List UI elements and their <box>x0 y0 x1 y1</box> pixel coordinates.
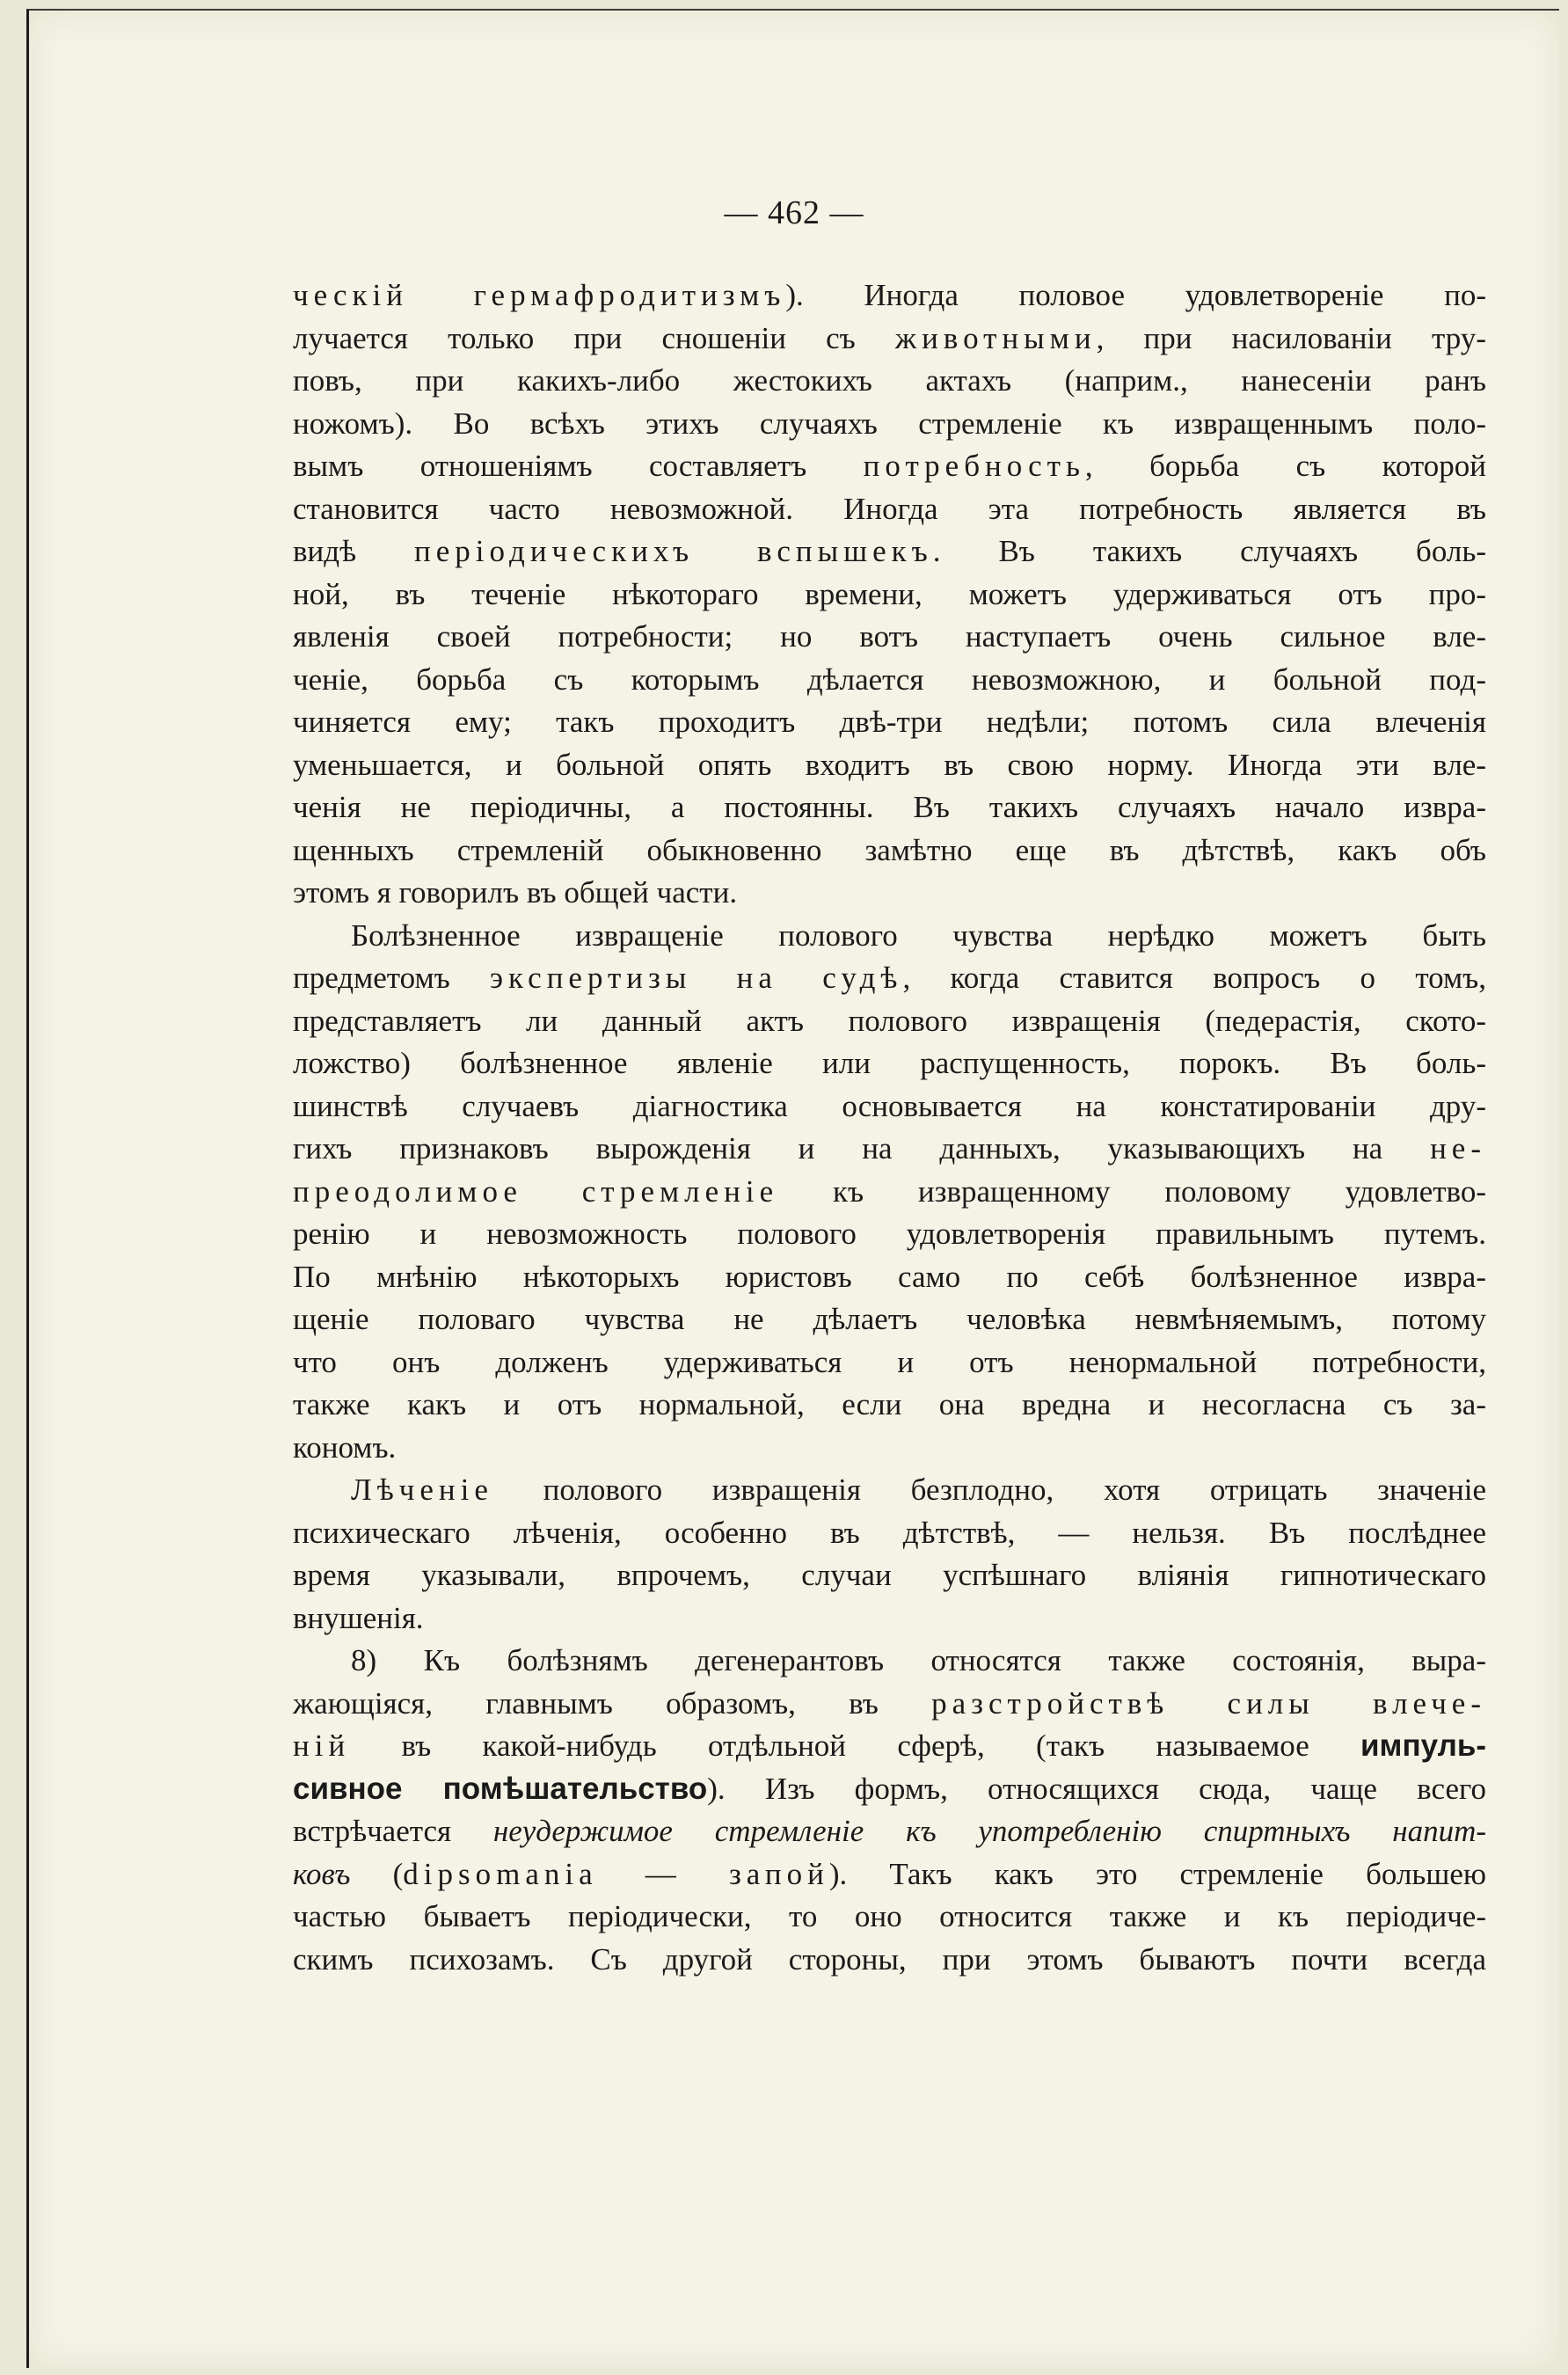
text-segment: потребность <box>863 449 1085 483</box>
text-segment: импуль- <box>1360 1728 1486 1763</box>
text-segment: экспертизы на судѣ <box>490 961 903 995</box>
text-segment: шинствѣ случаевъ діагностика основывается на констатированіи дру- <box>293 1088 1486 1123</box>
text-segment: что онъ долженъ удерживаться и отъ ненормальной потребности, <box>293 1344 1486 1379</box>
text-line <box>293 1469 1486 1512</box>
text-line <box>293 1939 1486 1982</box>
text-segment: гихъ признаковъ вырожденія и на данныхъ, указывающихъ на <box>293 1131 1431 1166</box>
text-line <box>293 1128 1486 1171</box>
text-segment: встрѣчается <box>293 1814 493 1848</box>
text-segment: неудержимое стремленіе къ употребленію спиртныхъ напит- <box>492 1814 1486 1848</box>
text-line <box>293 701 1486 744</box>
text-segment: животными <box>894 320 1097 355</box>
text-segment: ковъ <box>293 1856 351 1891</box>
text-line <box>293 1896 1486 1939</box>
text-line <box>293 1768 1486 1811</box>
text-line <box>293 445 1486 488</box>
text-line <box>293 1171 1486 1214</box>
text-segment: предметомъ <box>293 961 491 995</box>
text-segment: къ извращенному половому удовлетво- <box>778 1173 1487 1209</box>
text-segment: ). Изъ формъ, относящихся сюда, чаще всего <box>707 1771 1486 1806</box>
text-segment: уменьшается, и больной опять входитъ въ свою норму. Иногда эти вле- <box>293 747 1486 782</box>
text-line <box>293 1512 1486 1555</box>
text-segment: ной, въ теченіе нѣкотораго времени, можетъ удерживаться отъ про- <box>293 576 1486 611</box>
text-line <box>293 1597 1486 1641</box>
text-line <box>293 872 1486 915</box>
text-segment: періодическихъ вспышекъ <box>414 534 933 568</box>
text-segment: ). Иногда половое удовлетвореніе по- <box>785 278 1486 312</box>
text-line <box>293 1000 1486 1043</box>
text-line <box>293 659 1486 702</box>
text-segment: разстройствѣ силы влече- <box>931 1685 1486 1721</box>
text-line <box>293 1085 1486 1129</box>
text-line <box>293 488 1486 531</box>
text-segment: полового извращенія безплодно, хотя отрицать значеніе <box>492 1472 1486 1507</box>
text-segment: , когда ставится вопросъ о томъ, <box>902 961 1486 995</box>
text-line <box>293 915 1486 958</box>
text-segment: внушенія. <box>293 1600 424 1635</box>
text-segment: По мнѣнію нѣкоторыхъ юристовъ само по себѣ болѣзненное извра- <box>293 1259 1486 1294</box>
body-text <box>293 274 1486 1981</box>
text-line <box>293 1810 1486 1853</box>
text-line <box>293 274 1486 318</box>
text-segment: жающіяся, главнымъ образомъ, въ <box>293 1685 932 1721</box>
text-segment: ческій гермафродитизмъ <box>293 278 786 312</box>
text-segment: ренію и невозможность полового удовлетворенія правильнымъ путемъ. <box>293 1217 1486 1251</box>
text-segment: не- <box>1430 1131 1486 1166</box>
text-line <box>293 1554 1486 1597</box>
text-segment: ложство) болѣзненное явленіе или распущенность, порокъ. Въ боль- <box>293 1046 1486 1080</box>
text-segment: щеніе половаго чувства не дѣлаетъ человѣка невмѣняемымъ, потому <box>293 1302 1486 1336</box>
text-segment: вымъ отношеніямъ составляетъ <box>293 449 864 483</box>
text-segment: скимъ психозамъ. Съ другой стороны, при этомъ бываютъ почти всегда <box>293 1941 1486 1977</box>
text-segment: ченіе, борьба съ которымъ дѣлается невозможною, и больной под- <box>293 661 1486 697</box>
text-segment: въ какой-нибудь отдѣльной сферѣ, (такъ называемое <box>350 1728 1361 1763</box>
text-segment: явленія своей потребности; но вотъ наступаетъ очень сильное вле- <box>293 619 1486 654</box>
text-segment: Болѣзненное извращеніе полового чувства нерѣдко можетъ быть <box>351 917 1486 953</box>
text-segment: щенныхъ стремленій обыкновенно замѣтно еще въ дѣтствѣ, какъ объ <box>293 832 1486 867</box>
text-segment: психическаго лѣченія, особенно въ дѣтствѣ, — нельзя. Въ послѣднее <box>293 1515 1486 1550</box>
text-line <box>293 1640 1486 1683</box>
text-segment: лучается только при сношеніи съ <box>293 320 895 355</box>
text-segment: 8) Къ болѣзнямъ дегенерантовъ относятся также состоянія, выра- <box>351 1643 1486 1677</box>
text-line <box>293 318 1486 361</box>
text-segment: ножомъ). Во всѣхъ этихъ случаяхъ стремленіе къ извращеннымъ поло- <box>293 406 1486 441</box>
text-line <box>293 1725 1486 1768</box>
text-segment: становится часто невозможной. Иногда эта потребность является въ <box>293 491 1486 526</box>
book-page <box>26 9 1559 2368</box>
text-segment: Лѣченіе <box>351 1472 493 1507</box>
text-segment: видѣ <box>293 534 415 568</box>
text-line <box>293 829 1486 873</box>
text-segment: чиняется ему; такъ проходитъ двѣ-три недѣли; потомъ сила влеченія <box>293 705 1486 739</box>
text-segment: этомъ я говорилъ въ общей части. <box>293 875 738 910</box>
text-line <box>293 744 1486 787</box>
text-line <box>293 530 1486 574</box>
text-segment: ній <box>293 1728 351 1763</box>
text-line <box>293 360 1486 403</box>
text-line <box>293 1384 1486 1427</box>
text-segment: преодолимое стремленіе <box>293 1173 779 1209</box>
text-segment: ). Такъ какъ это стремленіе большею <box>828 1856 1487 1891</box>
text-line <box>293 1683 1486 1726</box>
text-segment: , борьба съ которой <box>1084 449 1486 483</box>
text-segment: кономъ. <box>293 1429 397 1465</box>
text-segment: сивное помѣшательство <box>293 1771 708 1806</box>
text-line <box>293 1298 1486 1341</box>
text-line <box>293 1427 1486 1470</box>
text-segment: время указывали, впрочемъ, случаи успѣшнаго вліянія гипнотическаго <box>293 1558 1486 1592</box>
text-segment: ченія не періодичны, а постоянны. Въ такихъ случаяхъ начало извра- <box>293 790 1486 824</box>
text-line <box>293 1341 1486 1385</box>
text-line <box>293 403 1486 446</box>
text-line <box>293 1213 1486 1256</box>
text-line <box>293 574 1486 617</box>
text-segment: . Въ такихъ случаяхъ боль- <box>932 534 1486 568</box>
text-segment: , при насилованіи тру- <box>1096 320 1486 355</box>
text-segment: также какъ и отъ нормальной, если она вредна и несогласна съ за- <box>293 1387 1486 1421</box>
text-line <box>293 957 1486 1000</box>
text-segment: ( <box>350 1856 404 1891</box>
text-segment: повъ, при какихъ-либо жестокихъ актахъ (наприм., нанесеніи ранъ <box>293 363 1486 398</box>
text-segment: представляетъ ли данный актъ полового извращенія (педерастія, ското- <box>293 1003 1486 1038</box>
text-line <box>293 1042 1486 1085</box>
text-segment: dipsomania — запой <box>403 1856 829 1891</box>
text-line <box>293 1256 1486 1299</box>
text-segment: частью бываетъ періодически, то оно относится также и къ періодиче- <box>293 1899 1486 1933</box>
text-line <box>293 786 1486 829</box>
text-line <box>293 616 1486 659</box>
text-line <box>293 1853 1486 1896</box>
page-number: — 462 — <box>724 194 864 231</box>
